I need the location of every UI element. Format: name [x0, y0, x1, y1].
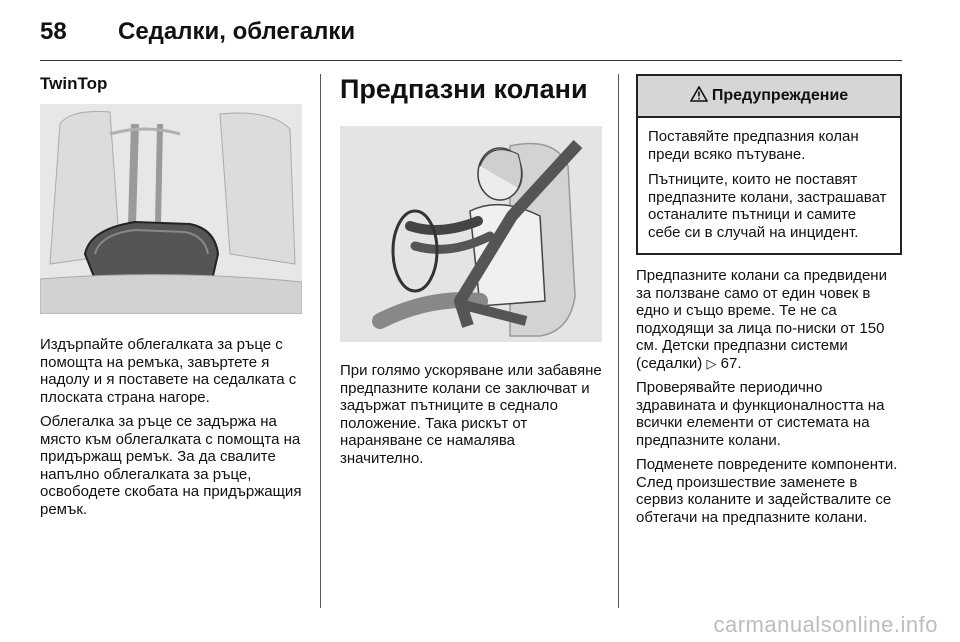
warning-body: [638, 118, 900, 253]
section-title-seat-belts: Предпазни колани: [340, 74, 588, 104]
column-divider-2: [618, 74, 619, 608]
section-subtitle-twintop: TwinTop: [40, 74, 108, 93]
page-number: 58: [40, 18, 67, 45]
column-3: [636, 74, 902, 533]
warning-paragraph: Пътниците, които не поставят предпазните колани, застрашават останалите пътници и самите себе си в случай на инцидент.: [648, 171, 887, 241]
header-divider: [40, 60, 902, 61]
armrest-illustration: [40, 104, 302, 314]
warning-title: Предупреждение: [711, 87, 849, 104]
column-1: [40, 74, 302, 525]
column-divider-1: [320, 74, 321, 608]
paragraph: Подменете повредените компоненти. След произшествие заменете в сервиз коланите и задействалите се обтегачи на предпазните колани.: [636, 456, 898, 526]
paragraph: Издърпайте облегалката за ръце с помощта на ремъка, завъртете я надолу и я поставете на седалката с плоската страна нагоре.: [40, 336, 297, 406]
paragraph-text: Предпазните колани са предвидени за ползване само от един човек в едно и също време. Те не са подходящи за лица по-ниски от 150 см. Детски предпазни системи (седалки): [636, 267, 887, 372]
paragraph: Облегалка за ръце се задържа на място към облегалката с помощта на придържащ ремък. За да свалите напълно облегалката за ръце, освободете скобата на придържащия ремък.: [40, 413, 302, 518]
seat-belt-illustration: [340, 126, 602, 342]
column-2: [340, 74, 602, 474]
page-title: Седалки, облегалки: [118, 18, 356, 45]
warning-paragraph: Поставяйте предпазния колан преди всяко пътуване.: [648, 128, 859, 163]
paragraph: Проверявайте периодично здравината и функционалността на всички елементи от системата на предпазните колани.: [636, 379, 885, 449]
page-header: [40, 14, 902, 60]
warning-triangle-icon: [690, 86, 708, 107]
page-reference-icon: ▷: [706, 355, 717, 371]
page-reference[interactable]: 67.: [720, 354, 742, 372]
paragraph: При голямо ускоряване или забавяне предпазните колани се заключват и задържат пътниците в седнало положение. Така рискът от нараняване се намалява значително.: [340, 362, 602, 467]
warning-box: [636, 74, 902, 255]
watermark: carmanualsonline.info: [713, 612, 938, 637]
warning-header: [638, 76, 900, 118]
paragraph: [636, 267, 902, 372]
